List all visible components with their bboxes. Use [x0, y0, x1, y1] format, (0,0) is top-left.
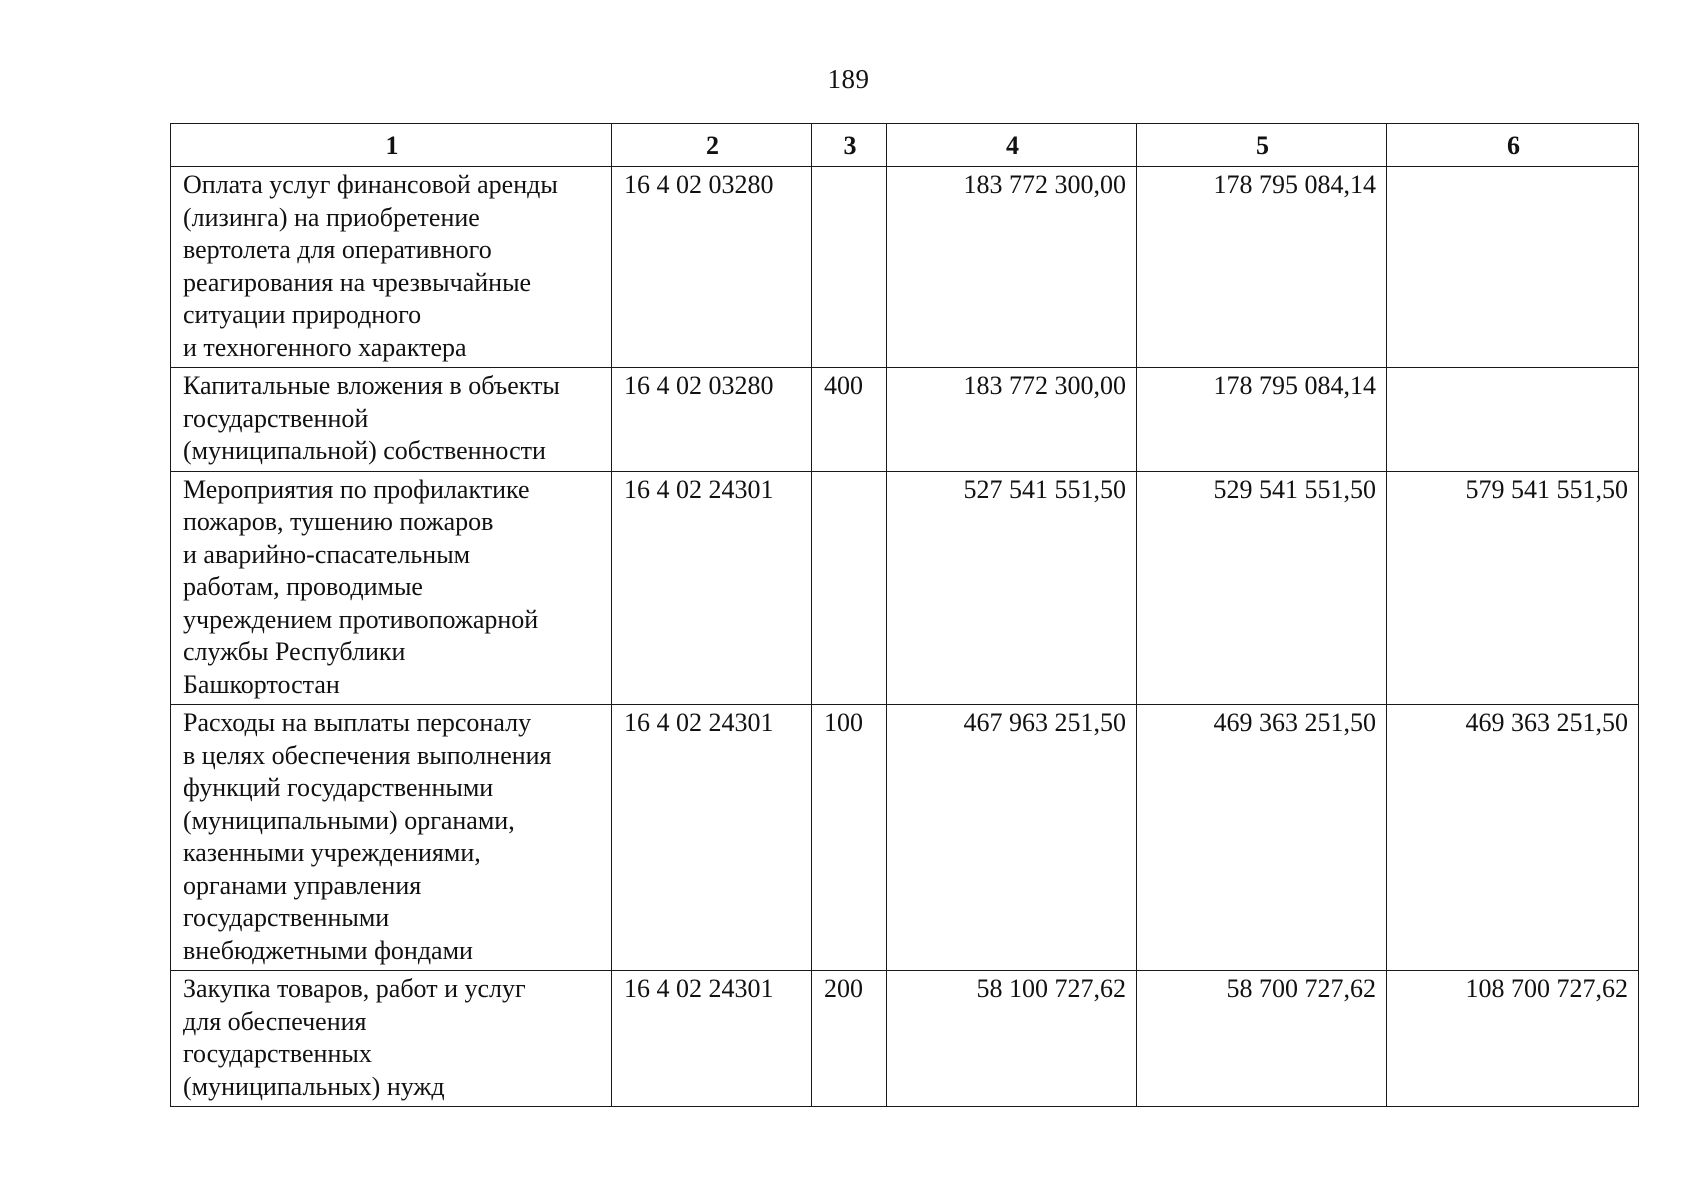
row-name-cell [171, 368, 612, 472]
amount-cell-5: 178 795 084,14 [1137, 368, 1387, 472]
amount-cell-6 [1387, 167, 1639, 368]
name-line: реагирования на чрезвычайные [183, 267, 532, 297]
amount-cell-6: 108 700 727,62 [1387, 971, 1639, 1107]
row-name-cell [171, 971, 612, 1107]
amount-cell-5: 529 541 551,50 [1137, 471, 1387, 705]
name-line: (муниципальных) нужд [183, 1071, 445, 1101]
amount-cell-5: 178 795 084,14 [1137, 167, 1387, 368]
type-cell: 400 [812, 368, 887, 472]
name-line: и аварийно-спасательным [183, 539, 471, 569]
code-cell: 16 4 02 24301 [612, 971, 812, 1107]
row-name-cell [171, 471, 612, 705]
name-line: учреждением противопожарной [183, 604, 539, 634]
code-cell: 16 4 02 03280 [612, 368, 812, 472]
column-header: 1 [171, 124, 612, 167]
type-cell: 200 [812, 971, 887, 1107]
table-row [171, 971, 1639, 1107]
column-header: 3 [812, 124, 887, 167]
name-line: Оплата услуг финансовой аренды [183, 170, 558, 199]
budget-table [170, 123, 1639, 1107]
amount-cell-4: 58 100 727,62 [887, 971, 1137, 1107]
amount-cell-6: 469 363 251,50 [1387, 705, 1639, 971]
name-line: государственных [183, 1039, 372, 1068]
name-line: вертолета для оперативного [183, 235, 492, 264]
name-line: функций государственными [183, 773, 494, 802]
column-header: 4 [887, 124, 1137, 167]
header-row [171, 124, 1639, 167]
amount-cell-5: 58 700 727,62 [1137, 971, 1387, 1107]
name-line: органами управления [183, 870, 422, 900]
amount-cell-4: 183 772 300,00 [887, 368, 1137, 472]
column-header: 5 [1137, 124, 1387, 167]
name-line: Капитальные вложения в объекты [183, 371, 560, 400]
name-line: (лизинга) на приобретение [183, 202, 480, 232]
name-line: государственными [183, 903, 390, 932]
amount-cell-5: 469 363 251,50 [1137, 705, 1387, 971]
table-row [171, 705, 1639, 971]
table-row [171, 368, 1639, 472]
amount-cell-6: 579 541 551,50 [1387, 471, 1639, 705]
column-header: 6 [1387, 124, 1639, 167]
amount-cell-6 [1387, 368, 1639, 472]
name-line: (муниципальной) собственности [183, 436, 546, 465]
name-line: для обеспечения [183, 1006, 367, 1036]
row-name-cell [171, 167, 612, 368]
name-line: работам, проводимые [183, 572, 423, 601]
type-cell [812, 471, 887, 705]
type-cell [812, 167, 887, 368]
code-cell: 16 4 02 24301 [612, 705, 812, 971]
name-line: Расходы на выплаты персоналу [183, 708, 532, 737]
code-cell: 16 4 02 03280 [612, 167, 812, 368]
type-cell: 100 [812, 705, 887, 971]
table-row [171, 471, 1639, 705]
page-number: 189 [827, 64, 870, 94]
name-line: в целях обеспечения выполнения [183, 740, 552, 770]
name-line: казенными учреждениями, [183, 838, 481, 867]
name-line: (муниципальными) органами, [183, 805, 515, 835]
amount-cell-4: 527 541 551,50 [887, 471, 1137, 705]
name-line: внебюджетными фондами [183, 935, 473, 965]
column-header: 2 [612, 124, 812, 167]
amount-cell-4: 183 772 300,00 [887, 167, 1137, 368]
name-line: Башкортостан [183, 669, 340, 699]
table-row [171, 167, 1639, 368]
name-line: и техногенного характера [183, 332, 467, 362]
name-line: службы Республики [183, 637, 406, 666]
code-cell: 16 4 02 24301 [612, 471, 812, 705]
name-line: государственной [183, 403, 369, 433]
name-line: Мероприятия по профилактике [183, 474, 530, 504]
name-line: пожаров, тушению пожаров [183, 507, 494, 536]
row-name-cell [171, 705, 612, 971]
name-line: Закупка товаров, работ и услуг [183, 974, 526, 1003]
name-line: ситуации природного [183, 300, 422, 329]
amount-cell-4: 467 963 251,50 [887, 705, 1137, 971]
